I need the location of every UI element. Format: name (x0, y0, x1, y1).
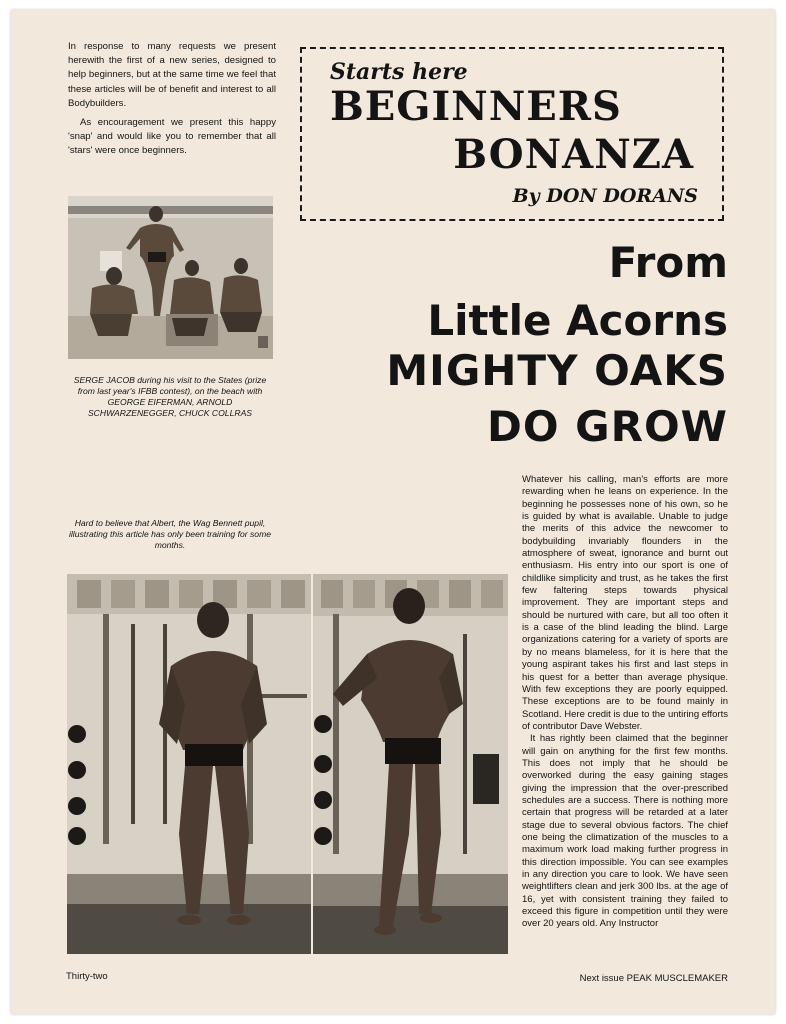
intro-text (68, 40, 276, 164)
next-issue-note: Next issue PEAK MUSCLEMAKER (579, 973, 728, 984)
front-pose-photo (67, 574, 311, 954)
albert-photo-caption: Hard to believe that Albert, the Wag Bennett pupil, illustrating this article has only been training for some months. (68, 518, 272, 550)
back-pose-photo (313, 574, 508, 954)
headline-line-4: DO GROW (486, 402, 728, 451)
article-paragraph-2: It has rightly been claimed that the beginner will gain on anything for the first few months. This does not imply that he should be overworked during the easy gaining stages giving the impression that the over-prescribed schedules are a success. There is nothing more certain that progress will be retarded at a later stage due to several obvious factors. The chief one being the climatization of the muscles to a maximum work load making further progress in this direction impossible. You can see examples in any direction you care to look. We have seen weightlifters clean and jerk 300 lbs. at the age of 16, yet with consistent training they failed to exceed this figure in competition until they were over 20 years old. Any Instructor (522, 733, 728, 930)
title-line-2: BONANZA (453, 131, 694, 178)
headline-line-3: MIGHTY OAKS (386, 346, 728, 395)
back-pose-illustration (313, 574, 508, 954)
beach-photo-caption: SERGE JACOB during his visit to the States (prize from last year's IFBB contest), on the beach with GEORGE EIFERMAN, ARNOLD SCHWARZENEGGER, CHUCK COLLRAS (73, 375, 267, 418)
article-paragraph-1: Whatever his calling, man's efforts are more rewarding when he leans on experience. In the beginning he possesses none of his own, so he is guided by what is available. Unable to judge the merits of this advice the newcomer to bodybuilding invariably flounders in the atmosphere of sweat, ignorance and burnt out enthusiasm. His entry into our sport is one of childlike simplicity and trust, as he takes the first few faltering steps towards physical improvement. They are important steps and should be nurtured with care, but all too often it is a case of the blind leading the blind. Large organizations catering for a variety of sports are by no means blameless, for it is here that the young aspirant takes his first and last steps in his quest for a better than average physique. With few exceptions they are poorly equipped. These exceptions are to be found mainly in Scotland. Here credit is due to the untiring efforts of contributor Dave Webster. (522, 474, 728, 732)
headline-line-1: From (608, 238, 728, 287)
intro-paragraph-2: As encouragement we present this happy 'snap' and would like you to remember that all 'stars' were once beginners. (68, 117, 276, 157)
byline: By DON DORANS (512, 185, 698, 207)
headline-line-2: Little Acorns (427, 296, 728, 345)
title-line-1: BEGINNERS (330, 83, 622, 130)
front-pose-illustration (67, 574, 311, 954)
intro-paragraph-1: In response to many requests we present herewith the first of a new series, designed to help beginners, but at the same time we feel that these articles will be of benefit and interest to all Bodybuilders. (68, 41, 276, 109)
beach-photo-illustration (68, 196, 273, 359)
article-body (522, 474, 728, 931)
page-number: Thirty-two (66, 971, 108, 982)
title-box (300, 47, 724, 221)
beach-group-photo (68, 196, 273, 359)
title-kicker: Starts here (330, 59, 468, 85)
